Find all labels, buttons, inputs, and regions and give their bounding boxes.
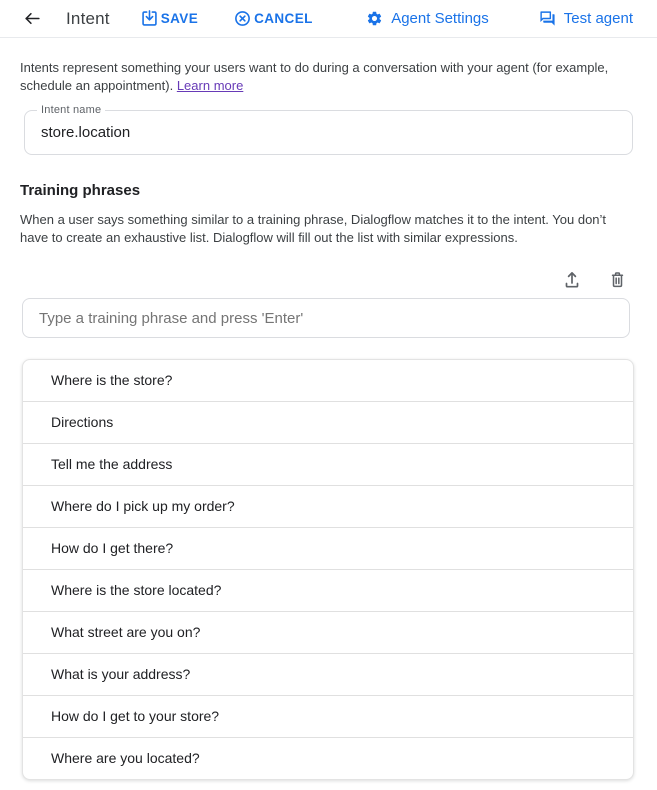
save-icon — [141, 10, 158, 27]
training-phrase-list — [22, 359, 634, 780]
training-phrases-description: When a user says something similar to a training phrase, Dialogflow matches it to the intent. You don’t have to create an exhaustive list. Dialogflow will fill out the list with similar expressions. — [20, 212, 607, 245]
training-phrases-heading: Training phrases — [20, 182, 141, 199]
x-in-circle-icon — [234, 10, 251, 27]
intent-name-field — [24, 104, 633, 155]
training-phrase-row[interactable]: How do I get there? — [23, 528, 633, 570]
arrow-left-icon — [23, 9, 42, 28]
agent-settings-label: Agent Settings — [391, 10, 489, 27]
training-phrase-row[interactable]: Where are you located? — [51, 750, 200, 766]
training-phrase-row[interactable]: What street are you on? — [23, 612, 633, 654]
test-agent-button[interactable] — [539, 10, 633, 27]
delete-button[interactable] — [606, 268, 628, 290]
intents-description-text: Intents represent something your users want to do during a conversation with your agent (for example, schedule an appointment). — [20, 60, 609, 93]
back-button[interactable] — [20, 7, 44, 31]
page-title: Intent — [66, 8, 110, 28]
chat-bubbles-icon — [539, 10, 556, 27]
test-agent-label: Test agent — [563, 10, 633, 27]
upload-button[interactable] — [561, 268, 583, 290]
agent-settings-button[interactable] — [366, 10, 489, 27]
save-button-label: SAVE — [160, 11, 199, 26]
intent-name-label: Intent name — [37, 104, 105, 116]
learn-more-link[interactable]: Learn more — [176, 78, 244, 93]
training-phrase-row[interactable]: How do I get to your store? — [23, 696, 633, 738]
intent-name-input[interactable] — [25, 124, 632, 141]
training-phrase-row[interactable]: Tell me the address — [23, 444, 633, 486]
intents-description — [20, 59, 625, 95]
cancel-button-label: CANCEL — [254, 11, 313, 26]
gear-icon — [366, 10, 383, 27]
save-button[interactable] — [141, 10, 198, 27]
training-phrase-row[interactable]: Where is the store located? — [23, 570, 633, 612]
main-content — [0, 59, 657, 780]
training-phrase-row[interactable]: What is your address? — [23, 654, 633, 696]
trash-icon — [608, 270, 627, 289]
cancel-button[interactable] — [234, 10, 313, 27]
toolbar — [0, 0, 657, 38]
training-phrase-row[interactable]: Where is the store? — [23, 360, 633, 402]
training-phrase-input[interactable] — [22, 298, 630, 338]
upload-tray-icon — [562, 269, 582, 289]
phrase-toolbar — [20, 268, 635, 290]
training-phrase-row[interactable]: Directions — [23, 402, 633, 444]
training-phrase-row[interactable]: Where do I pick up my order? — [23, 486, 633, 528]
